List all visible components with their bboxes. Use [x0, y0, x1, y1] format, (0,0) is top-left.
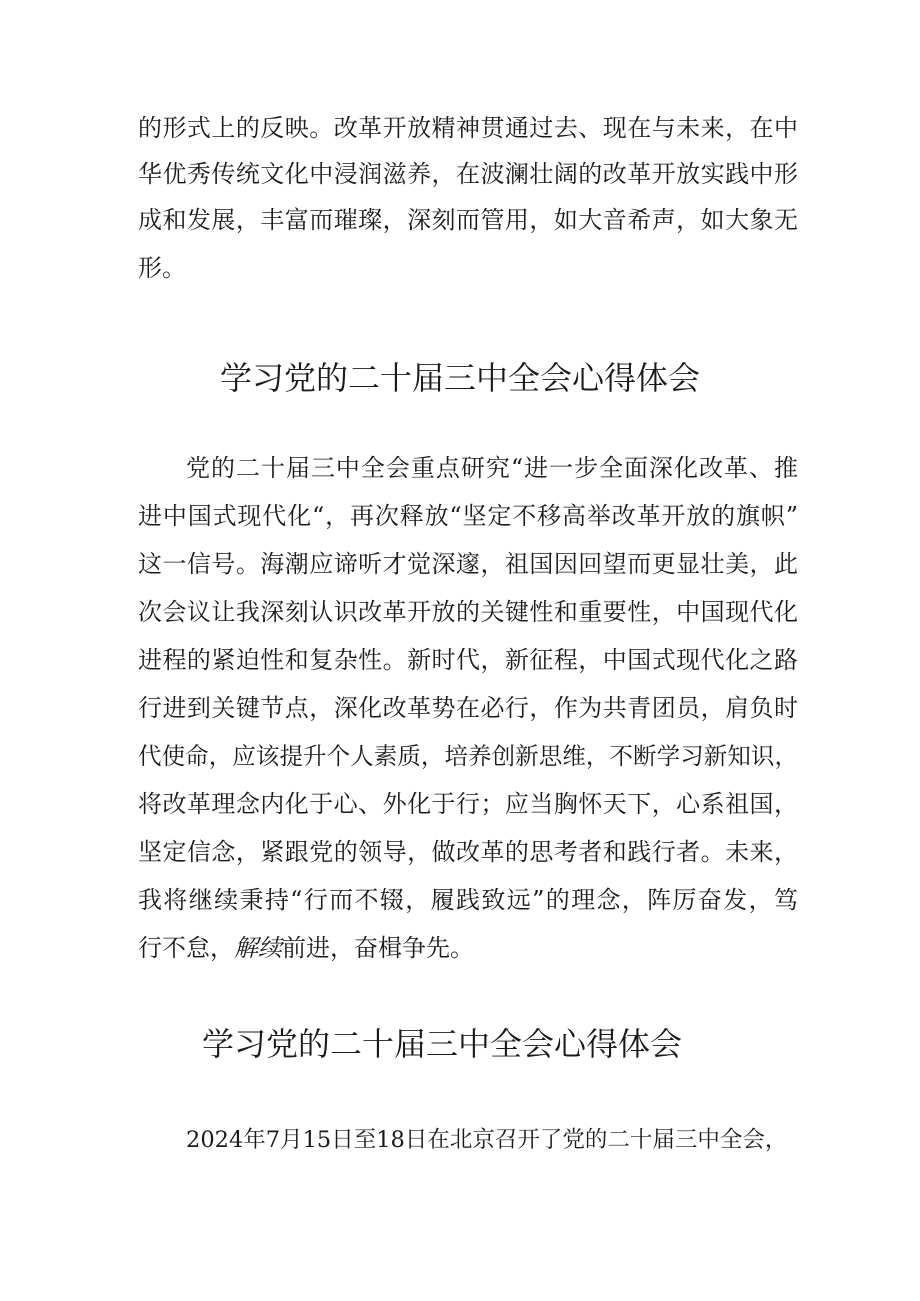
section1-line-6: 行进到关键节点，深化改革势在必行，作为共青团员，肩负时 — [138, 694, 798, 722]
section2-line-1: 2024年7月15日至18日在北京召开了党的二十届三中全会， — [186, 1127, 788, 1153]
intro-line-3: 成和发展，丰富而璀璨，深刻而管用，如大音希声，如大象无 — [138, 206, 798, 234]
section1-line-11 — [138, 932, 798, 964]
section1-line-3: 这一信号。海潮应谛听才觉深邃，祖国因回望而更显壮美，此 — [138, 550, 798, 578]
section1-line-2: 进中国式现代化“，再次释放“坚定不移高举改革开放的旗帜” — [138, 502, 798, 530]
section1-line-5: 进程的紧迫性和复杂性。新时代，新征程，中国式现代化之路 — [138, 646, 798, 674]
section1-line-10: 我将继续秉持“行而不辍，履践致远”的理念，阵厉奋发，笃 — [138, 886, 798, 914]
section2-title: 学习党的二十届三中全会心得体会 — [202, 1025, 683, 1063]
section1-line-4: 次会议让我深刻认识改革开放的关键性和重要性，中国现代化 — [138, 598, 798, 626]
section1-line-11-prefix: 行不怠， — [138, 934, 234, 962]
intro-line-2: 华优秀传统文化中浸润滋养，在波澜壮阔的改革开放实践中形 — [138, 160, 798, 188]
section1-line-8: 将改革理念内化于心、外化于行；应当胸怀天下，心系祖国， — [138, 790, 798, 818]
section1-title: 学习党的二十届三中全会心得体会 — [220, 359, 701, 397]
intro-line-4: 形。 — [138, 254, 186, 282]
intro-line-1: 的形式上的反映。改革开放精神贯通过去、现在与未来，在中 — [138, 114, 798, 142]
section1-line-9: 坚定信念，紧跟党的领导，做改革的思考者和践行者。未来， — [138, 838, 798, 866]
section1-line-11-italic: 解续 — [234, 934, 282, 962]
section1-line-7: 代使命，应该提升个人素质，培养创新思维，不断学习新知识， — [138, 742, 798, 770]
section1-line-11-suffix: 前进，奋楫争先。 — [282, 934, 474, 962]
section1-line-1: 党的二十届三中全会重点研究“进一步全面深化改革、推 — [186, 454, 798, 482]
